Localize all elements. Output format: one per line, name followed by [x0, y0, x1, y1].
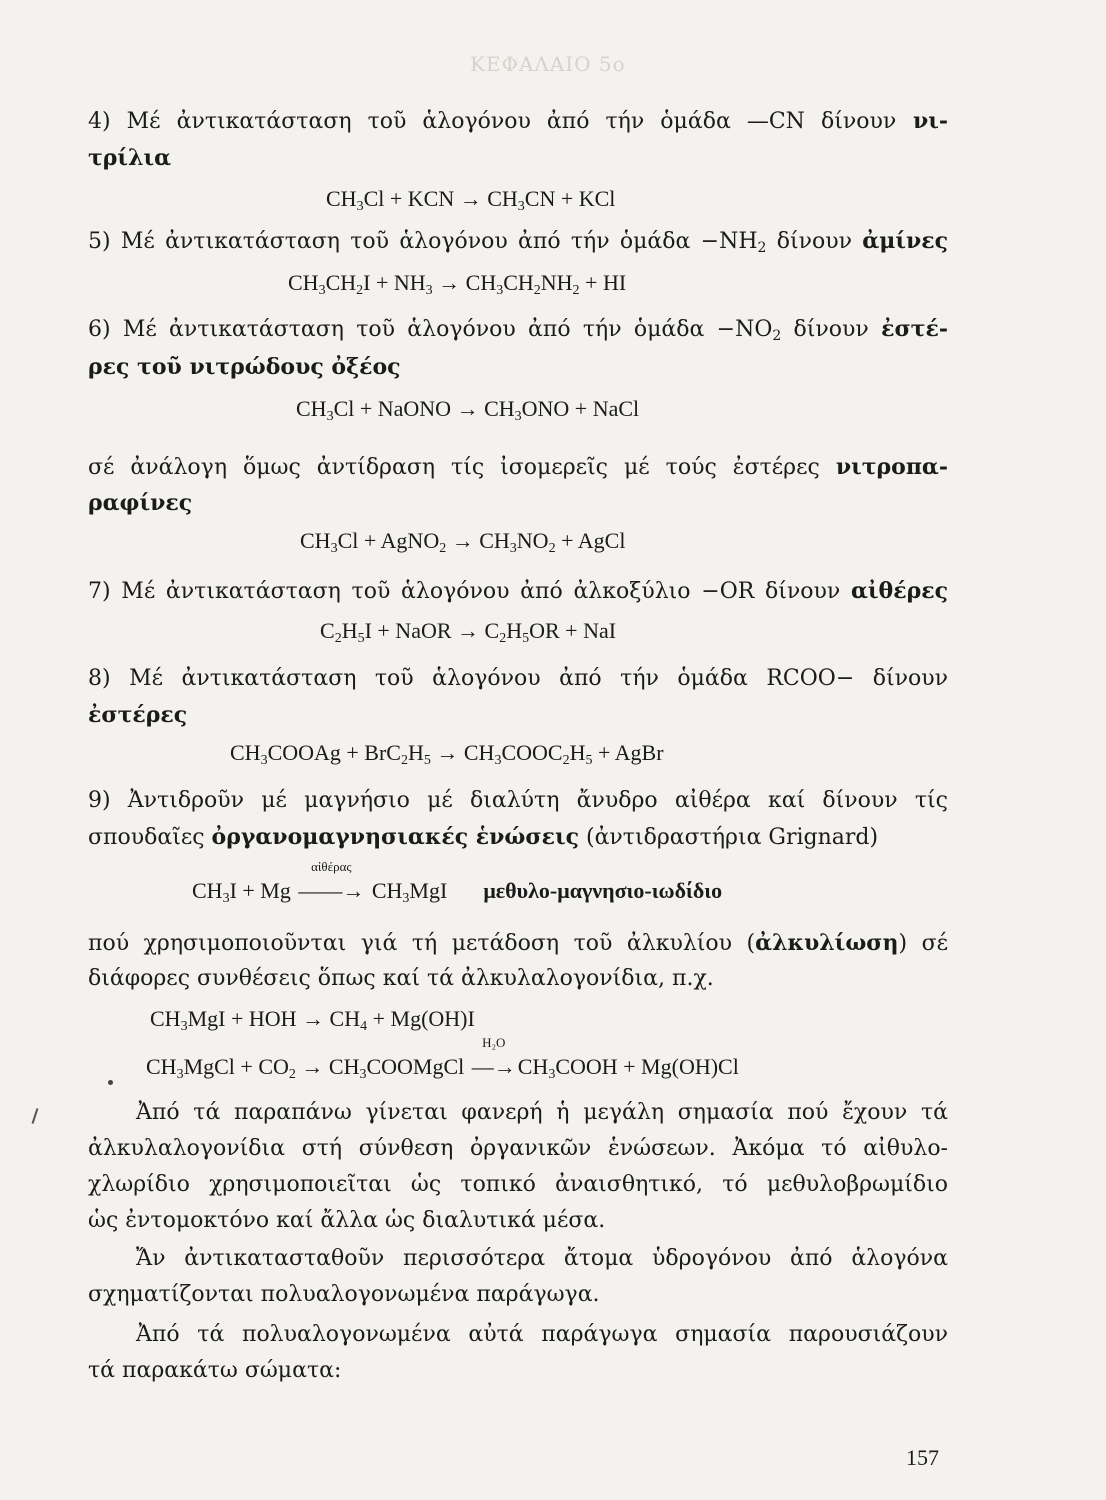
item-9-line-2: σπουδαῖες ὀργανομαγνησιακές ἑνώσεις (ἀντιδραστήρια Grignard) [88, 824, 879, 850]
item-6-equation-2: $CH_3Cl$ + AgNO$_2$ → $CH_3NO_2$ + AgCl [300, 528, 626, 556]
item-6-isomer-line-1: σέ ἀνάλογη ὅμως ἀντίδραση τίς ἰσομερεῖς μέ τούς ἐστέρες νιτροπα- [88, 454, 948, 480]
ether-arrow: αἰθέρας ——→ [298, 859, 365, 903]
item-7-equation: $C_2H_5I$ + NaOR → $C_2H_5OR$ + NaI [320, 618, 617, 646]
item-8-line-2: ἐστέρες [88, 702, 188, 728]
paragraph-1-line-2: ἀλκυλαλογονίδια στή σύνθεση ὀργανικῶν ἑνώσεων. Ἀκόμα τό αἰθυλο- [88, 1136, 948, 1161]
paragraph-3-line-1: Ἀπό τά πολυαλογονωμένα αὐτά παράγωγα σημασία παρουσιάζουν [136, 1322, 948, 1347]
paragraph-2-line-2: σχηματίζονται πολυαλογονωμένα παράγωγα. [88, 1282, 600, 1307]
paragraph-1-line-4: ὡς ἐντομοκτόνο καί ἄλλα ὡς διαλυτικά μέσα. [88, 1208, 606, 1233]
item-8-equation: $CH_3COOAg + BrC_2H_5$ → $CH_3COOC_2H_5$ + AgBr [230, 740, 664, 768]
item-8-line-1: 8) Μέ ἀντικατάσταση τοῦ ἁλογόνου ἀπό τήν ὁμάδα RCOO− δίνουν [88, 666, 948, 691]
paragraph-3-line-2: τά παρακάτω σώματα: [88, 1358, 342, 1383]
item-4-equation: $CH_3Cl$ + KCN → $CH_3CN$ + KCl [326, 186, 616, 214]
page-number: 157 [906, 1445, 939, 1470]
item-9-line-1: 9) Ἀντιδροῦν μέ μαγνήσιο μέ διαλύτη ἄνυδρο αἰθέρα καί δίνουν τίς [88, 788, 948, 813]
item-9-equation-2: $CH_3MgI$ + HOH → $CH_4 + Mg(OH)I$ [150, 1006, 475, 1034]
paragraph-1-line-1: Ἀπό τά παραπάνω γίνεται φανερή ἡ μεγάλη σημασία πού ἔχουν τά [136, 1100, 948, 1125]
item-6-line-1: 6) Μέ ἀντικατάσταση τοῦ ἁλογόνου ἀπό τήν ὁμάδα $-NO_2$ δίνουν ἐστέ- [88, 316, 948, 344]
item-5-equation: $CH_3CH_2I + NH_3 \to CH_3CH_2NH_2$ + HI [288, 270, 627, 298]
paragraph-1-line-3: χλωρίδιο χρησιμοποιεῖται ὡς τοπικό ἀναισθητικό, τό μεθυλοβρωμίδιο [88, 1172, 948, 1197]
item-5-line-1: 5) Μέ ἀντικατάσταση τοῦ ἁλογόνου ἀπό τήν ὁμάδα $-NH_2$ δίνουν ἀμίνες [88, 228, 948, 256]
show-through-header: ΚΕΦΑΛΑΙΟ 5ο [470, 52, 626, 76]
item-4-line-1: 4) Μέ ἀντικατάσταση τοῦ ἁλογόνου ἀπό τήν ὁμάδα —CN δίνουν νι- [88, 108, 948, 134]
margin-dot [108, 1080, 113, 1085]
margin-mark [32, 1108, 39, 1124]
item-6-equation: $CH_3Cl$ + NaONO → $CH_3ONO$ + NaCl [296, 396, 640, 424]
item-6-isomer-line-2: ραφίνες [88, 490, 193, 516]
grignard-name: μεθυλο-μαγνησιο-ιωδίδιο [483, 878, 723, 903]
item-9-grignard-equation: $CH_3I + Mg$ αἰθέρας ——→ $CH_3MgI$ μεθυλο-μαγνησιο-ιωδίδιο [192, 859, 723, 906]
item-7-line-1: 7) Μέ ἀντικατάσταση τοῦ ἁλογόνου ἀπό ἀλκοξύλιο −OR δίνουν αἰθέρες [88, 578, 948, 604]
water-arrow: H₂O —→ [471, 1035, 516, 1079]
item-6-line-2: ρες τοῦ νιτρώδους ὀξέος [88, 354, 401, 380]
paragraph-2-line-1: Ἄν ἀντικατασταθοῦν περισσότερα ἄτομα ὑδρογόνου ἀπό ἁλογόνα [136, 1246, 948, 1271]
item-9-use-line-2: διάφορες συνθέσεις ὅπως καί τά ἀλκυλαλογονίδια, π.χ. [88, 966, 714, 991]
item-4-line-2: τρίλια [88, 145, 172, 171]
item-9-use-line-1: πού χρησιμοποιοῦνται γιά τή μετάδοση τοῦ ἀλκυλίου (ἀλκυλίωση) σέ [88, 930, 948, 956]
item-9-equation-3: $CH_3MgCl + CO_2$ → $CH_3COOMgCl$ H₂O $—\to CH_3COOH + Mg(OH)Cl$ [146, 1035, 739, 1082]
